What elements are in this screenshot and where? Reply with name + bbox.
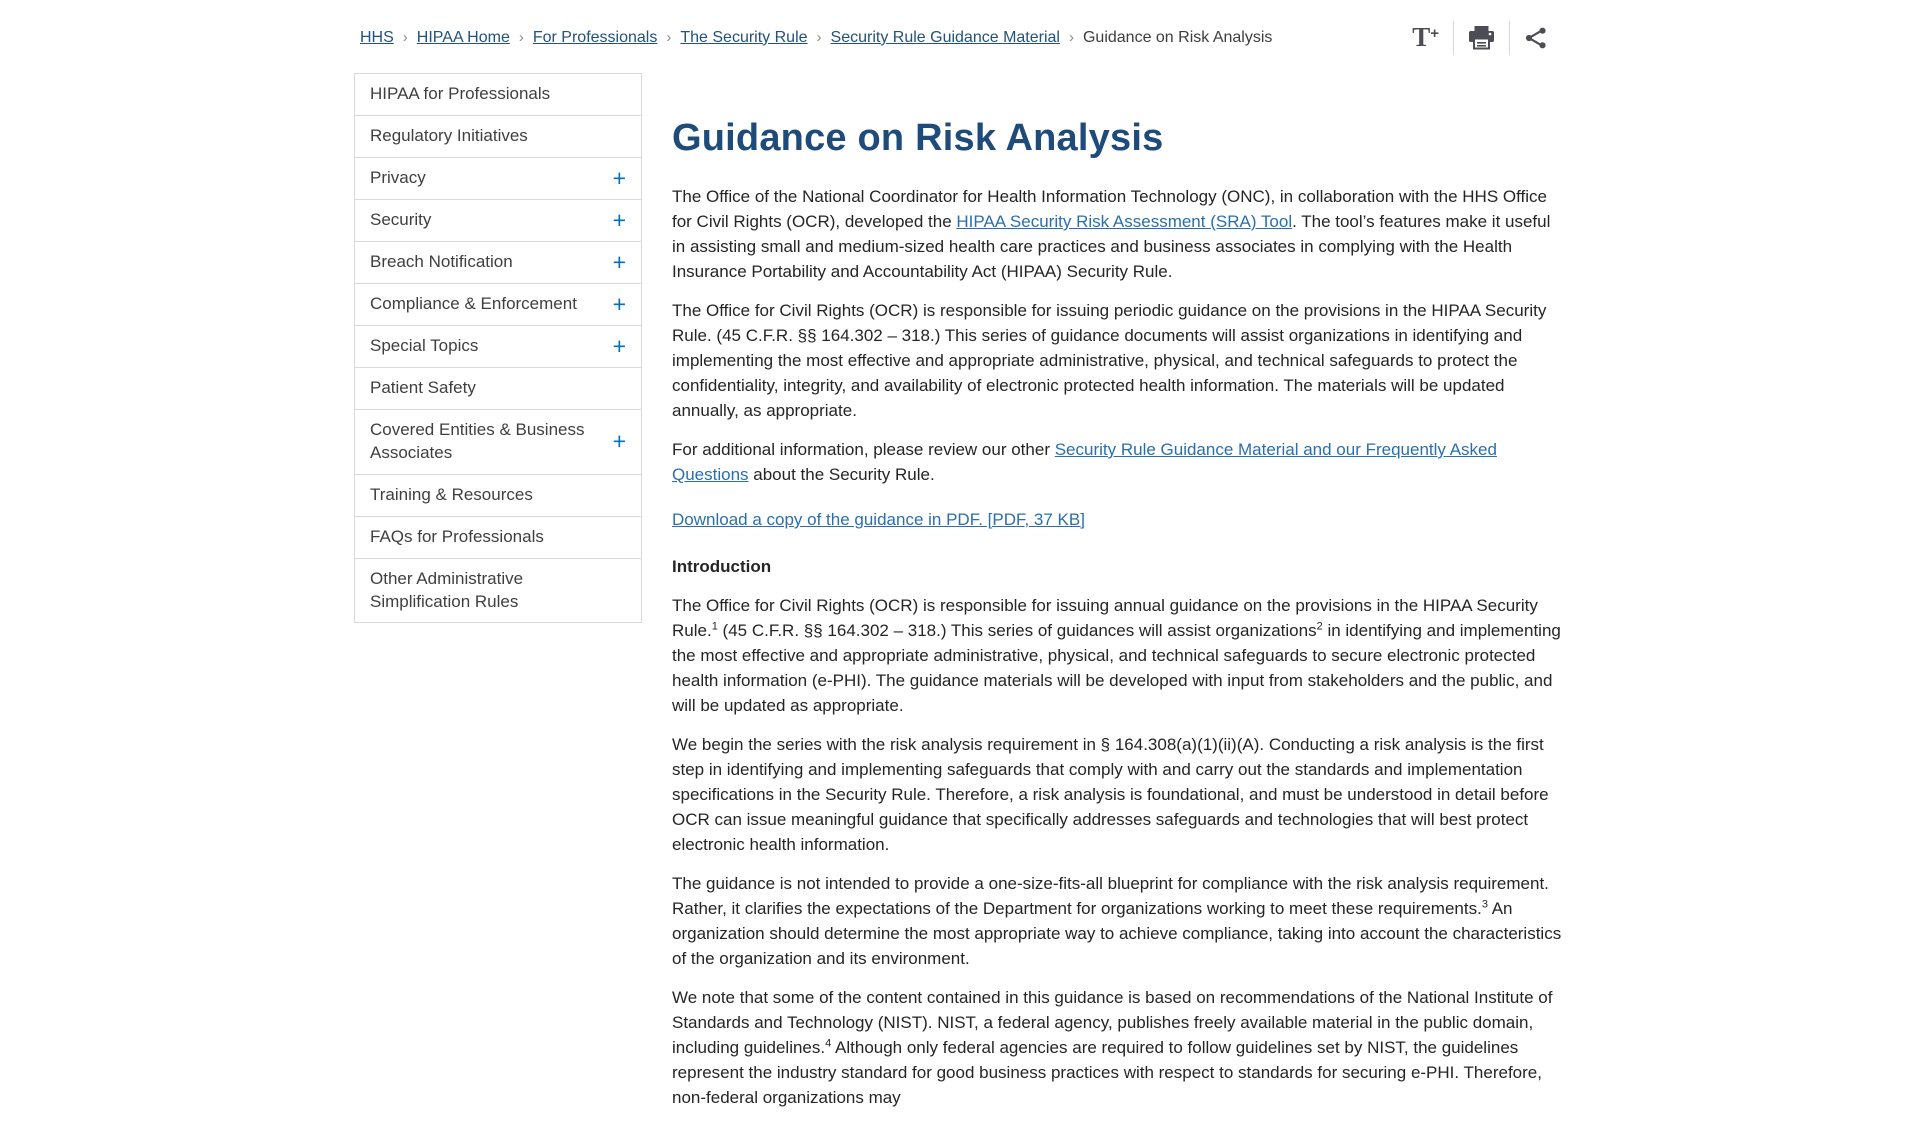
sidebar-item-label: Other Administrative Simplification Rules <box>370 568 524 611</box>
main-content <box>672 73 1566 1124</box>
sidebar-item-label: Security <box>370 209 432 229</box>
breadcrumb-link-guidance-material[interactable]: Security Rule Guidance Material <box>830 28 1060 46</box>
sidebar-item-label: Patient Safety <box>370 377 476 397</box>
breadcrumb-link-hipaa-home[interactable]: HIPAA Home <box>416 28 510 46</box>
printer-icon <box>1468 25 1495 50</box>
paragraph-onc-sra <box>672 184 1566 284</box>
text-resize-plus: + <box>1430 25 1439 42</box>
sra-tool-link[interactable]: HIPAA Security Risk Assessment (SRA) Tool <box>956 212 1293 231</box>
sidebar-item-other-admin-rules[interactable] <box>355 559 641 623</box>
breadcrumb-link-hhs[interactable]: HHS <box>360 28 394 46</box>
paragraph-we-begin: We begin the series with the risk analysis requirement in § 164.308(a)(1)(ii)(A). Conducting a risk analysis is the first step in identifying and implementing safeguards that comply with and carry out the standards and implementation specifications in the Security Rule. Therefore, a risk analysis is foundational, and must be understood in detail before OCR can issue meaningful guidance that specifically addresses safeguards and technologies that will best protect electronic health information. <box>672 735 1549 854</box>
guidance-material-faq-link[interactable]: Security Rule Guidance Material and our Frequently Asked Questions <box>672 440 1497 484</box>
footnote-ref-2: 2 <box>1316 620 1323 633</box>
paragraph-not-blueprint <box>672 871 1566 971</box>
expand-plus-icon[interactable]: + <box>612 164 626 191</box>
chevron-right-icon: › <box>816 29 822 46</box>
text-resize-icon: T <box>1412 22 1431 52</box>
share-button[interactable] <box>1510 22 1562 54</box>
expand-plus-icon[interactable]: + <box>612 206 626 233</box>
share-icon <box>1524 26 1548 50</box>
chevron-right-icon: › <box>666 29 672 46</box>
sidebar-nav <box>354 73 642 623</box>
sidebar-item-label: HIPAA for Professionals <box>370 84 551 103</box>
sidebar-item-regulatory-initiatives[interactable] <box>355 116 641 158</box>
sidebar-item-label: Special Topics <box>370 335 479 355</box>
header-row <box>354 0 1566 55</box>
sidebar-item-label: FAQs for Professionals <box>370 526 544 546</box>
sidebar-item-label: Privacy <box>370 167 426 187</box>
breadcrumb-link-for-professionals[interactable]: For Professionals <box>532 28 658 46</box>
sidebar-item-faqs[interactable] <box>355 517 641 559</box>
paragraph-text: For additional information, please review our other <box>672 440 1055 459</box>
sidebar-item-label: Covered Entities & Business Associates <box>370 419 585 462</box>
sidebar-item-security[interactable] <box>355 200 641 242</box>
breadcrumb-link-security-rule[interactable]: The Security Rule <box>680 28 808 46</box>
text-resize-button[interactable] <box>1398 20 1453 55</box>
print-button[interactable] <box>1454 21 1509 54</box>
introduction-heading: Introduction <box>672 557 772 576</box>
paragraph-annual-guidance <box>672 593 1566 718</box>
sidebar-item-patient-safety[interactable] <box>355 368 641 410</box>
sidebar-item-covered-entities[interactable] <box>355 410 641 475</box>
breadcrumb-current: Guidance on Risk Analysis <box>1082 28 1273 46</box>
pdf-download-row <box>672 507 1566 532</box>
page-title: Guidance on Risk Analysis <box>672 117 1164 159</box>
sidebar-item-training-resources[interactable] <box>355 475 641 517</box>
footnote-ref-3: 3 <box>1481 898 1488 911</box>
sidebar-item-special-topics[interactable] <box>355 326 641 368</box>
paragraph-additional-info <box>672 437 1566 487</box>
sidebar-item-compliance-enforcement[interactable] <box>355 284 641 326</box>
expand-plus-icon[interactable]: + <box>612 428 626 455</box>
paragraph-text: Although only federal agencies are required to follow guidelines set by NIST, the guidelines represent the industry standard for good business practices with respect to standards for securing e-PHI. Therefore, non-federal organizations may <box>672 1038 1542 1107</box>
sidebar-item-privacy[interactable] <box>355 158 641 200</box>
sidebar-item-hipaa-for-professionals[interactable] <box>355 74 641 116</box>
sidebar-item-breach-notification[interactable] <box>355 242 641 284</box>
expand-plus-icon[interactable]: + <box>612 290 626 317</box>
paragraph-ocr-periodic: The Office for Civil Rights (OCR) is responsible for issuing periodic guidance on the provisions in the HIPAA Security Rule. (45 C.F.R. §§ 164.302 – 318.) This series of guidance documents will assist organizations in identifying and implementing the most effective and appropriate administrative, physical, and technical safeguards to protect the confidentiality, integrity, and availability of electronic protected health information. The materials will be updated annually, as appropriate. <box>672 301 1547 420</box>
expand-plus-icon[interactable]: + <box>612 332 626 359</box>
sidebar-item-label: Regulatory Initiatives <box>370 125 528 145</box>
footnote-ref-1: 1 <box>711 620 718 633</box>
content-columns <box>354 73 1566 1124</box>
paragraph-text: The Office of the National Coordinator for Health Information Technology (ONC), in collaboration with the HHS Office for Civil Rights (OCR), developed the <box>672 187 1547 231</box>
page-tools <box>1398 20 1562 55</box>
page <box>354 0 1566 1124</box>
sidebar-item-label: Compliance & Enforcement <box>370 293 577 313</box>
sidebar-item-label: Breach Notification <box>370 251 513 271</box>
chevron-right-icon: › <box>518 29 524 46</box>
sidebar-item-label: Training & Resources <box>370 484 533 504</box>
expand-plus-icon[interactable]: + <box>612 248 626 275</box>
breadcrumb <box>354 29 1272 47</box>
paragraph-text: . The tool’s features make it useful in assisting small and medium-sized health care practices and business associates in complying with the Health Insurance Portability and Accountability Act (HIPAA) Security Rule. <box>672 212 1551 281</box>
paragraph-text: We note that some of the content contained in this guidance is based on recommendations of the National Institute of Standards and Technology (NIST). NIST, a federal agency, publishes freely available material in the public domain, including guidelines. <box>672 988 1553 1057</box>
paragraph-text: The guidance is not intended to provide a one-size-fits-all blueprint for compliance with the risk analysis requirement. Rather, it clarifies the expectations of the Department for organizations working to meet these requirements. <box>672 874 1549 918</box>
footnote-ref-4: 4 <box>825 1037 832 1050</box>
paragraph-text: about the Security Rule. <box>748 465 935 484</box>
paragraph-text: An organization should determine the most appropriate way to achieve compliance, taking into account the characteristics of the organization and its environment. <box>672 899 1562 968</box>
paragraph-text: (45 C.F.R. §§ 164.302 – 318.) This series of guidances will assist organizations <box>717 621 1317 640</box>
pdf-download-link[interactable]: Download a copy of the guidance in PDF. [PDF, 37 KB] <box>672 510 1085 529</box>
chevron-right-icon: › <box>1068 29 1074 46</box>
paragraph-nist <box>672 985 1566 1110</box>
paragraph-text: in identifying and implementing the most effective and appropriate administrative, physical, and technical safeguards to secure electronic protected health information (e-PHI). The guidance materials will be developed with input from stakeholders and the public, and will be updated as appropriate. <box>672 621 1561 715</box>
paragraph-text: The Office for Civil Rights (OCR) is responsible for issuing annual guidance on the provisions in the HIPAA Security Rule. <box>672 596 1538 640</box>
chevron-right-icon: › <box>402 29 408 46</box>
